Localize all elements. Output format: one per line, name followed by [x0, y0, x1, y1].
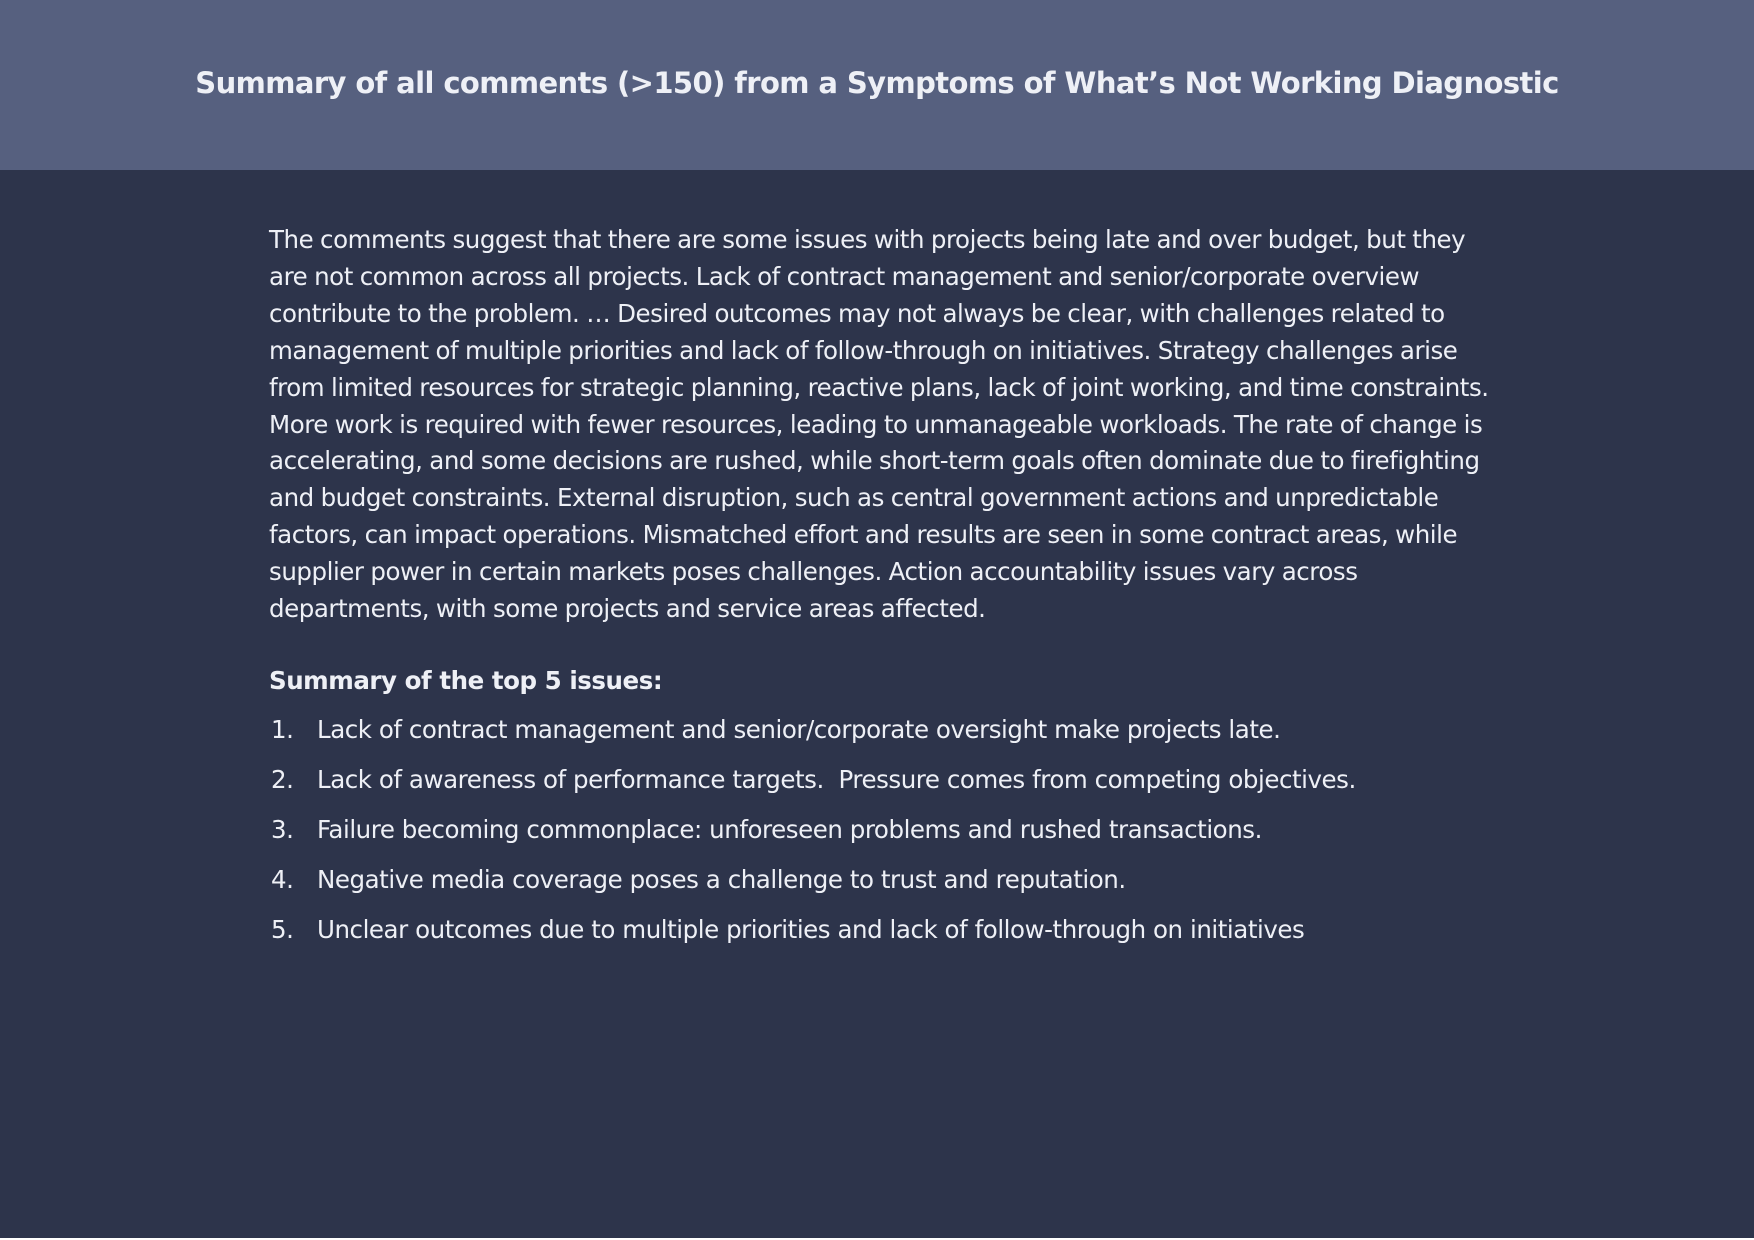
issue-text: Lack of contract management and senior/corporate oversight make projects late. [317, 714, 1281, 744]
slide-content [269, 222, 1499, 961]
issue-number: 5. [271, 914, 294, 944]
issue-number: 2. [271, 764, 294, 794]
issue-text: Negative media coverage poses a challenge to trust and reputation. [317, 864, 1126, 894]
issue-number: 3. [271, 814, 294, 844]
list-item [269, 811, 1499, 861]
issue-text: Unclear outcomes due to multiple priorities and lack of follow-through on initiatives [317, 914, 1305, 944]
issue-text: Failure becoming commonplace: unforeseen problems and rushed transactions. [317, 814, 1262, 844]
issue-text: Lack of awareness of performance targets. Pressure comes from competing objectives. [317, 764, 1356, 794]
summary-paragraph: The comments suggest that there are some issues with projects being late and over budget, but they are not common across all projects. Lack of contract management and senior/corporate overview contribute to the problem. … Desired outcomes may not always be clear, with challenges related to management of multiple priorities and lack of follow-through on initiatives. Strategy challenges arise from limited resources for strategic planning, reactive plans, lack of joint working, and time constraints. More work is required with fewer resources, leading to unmanageable workloads. The rate of change is accelerating, and some decisions are rushed, while short-term goals often dominate due to firefighting and budget constraints. External disruption, such as central government actions and unpredictable factors, can impact operations. Mismatched effort and results are seen in some contract areas, while supplier power in certain markets poses challenges. Action accountability issues vary across departments, with some projects and service areas affected. [269, 225, 1489, 624]
list-item [269, 861, 1499, 911]
list-item [269, 911, 1499, 961]
slide-title: Summary of all comments (>150) from a Symptoms of What’s Not Working Diagnostic [195, 66, 1559, 100]
title-banner [0, 0, 1754, 170]
issue-number: 1. [271, 714, 294, 744]
issues-heading: Summary of the top 5 issues: [269, 665, 663, 695]
issues-list [269, 711, 1499, 961]
list-item [269, 711, 1499, 761]
issue-number: 4. [271, 864, 294, 894]
list-item [269, 761, 1499, 811]
